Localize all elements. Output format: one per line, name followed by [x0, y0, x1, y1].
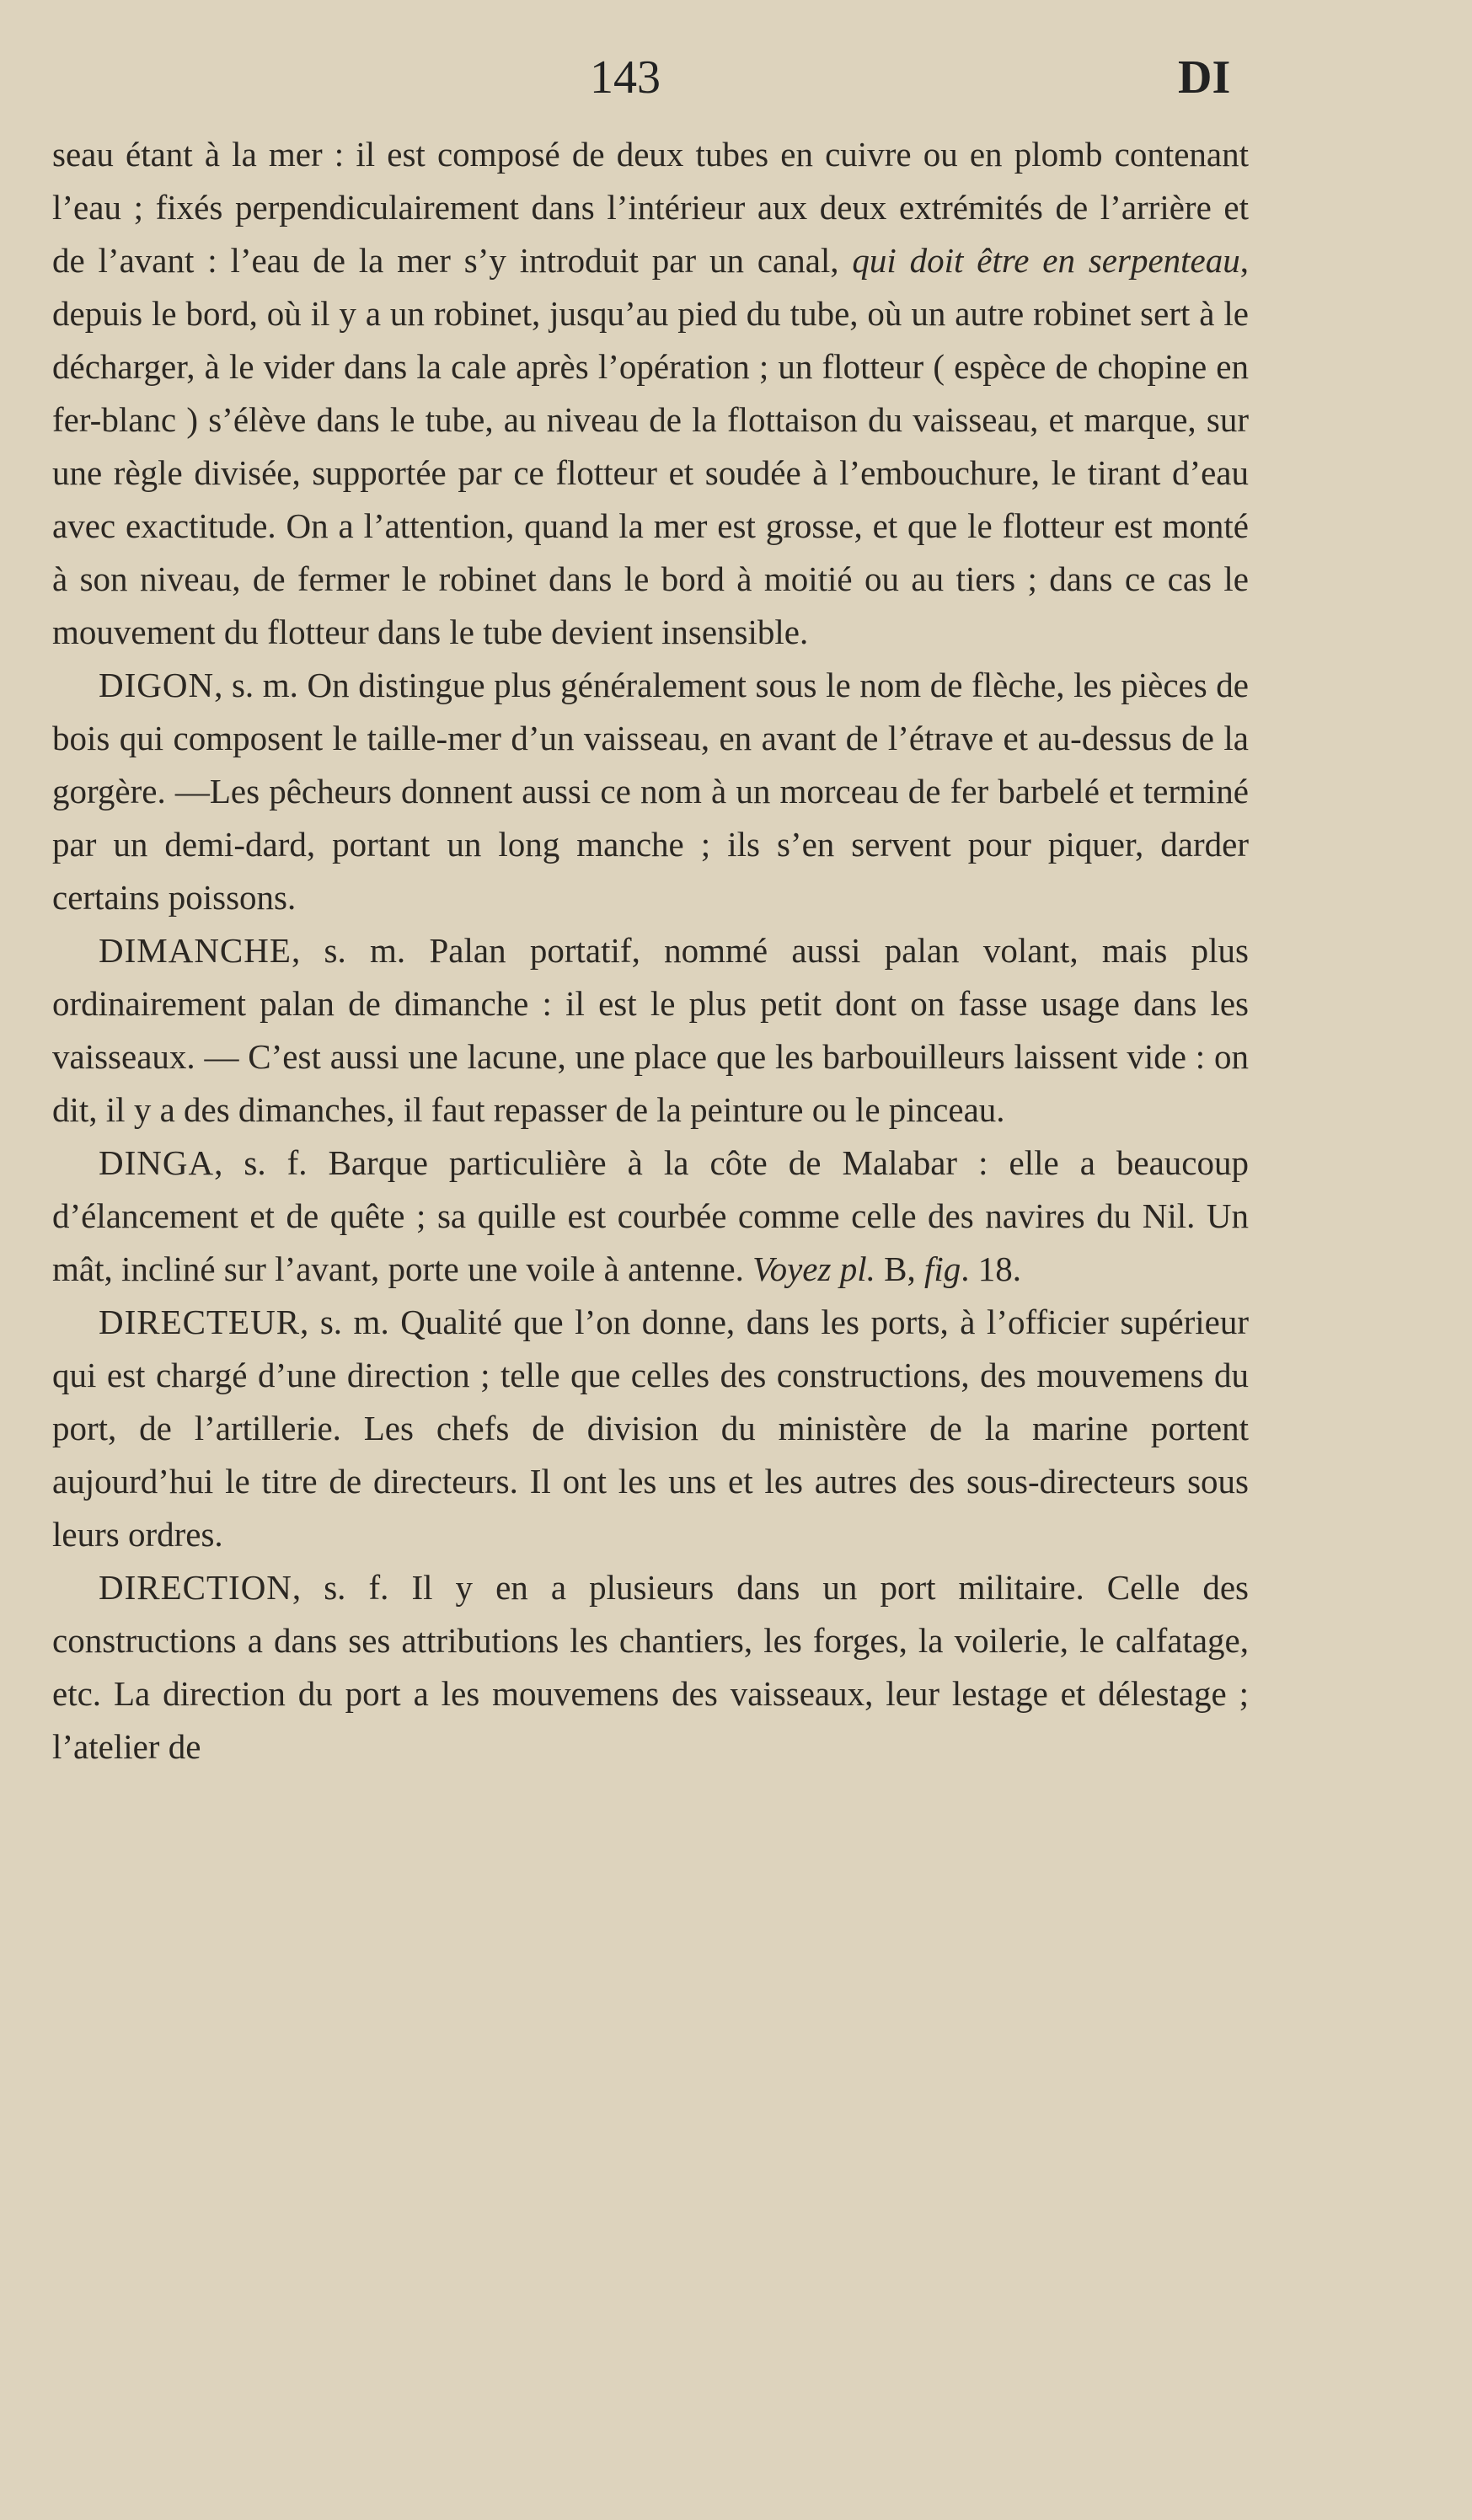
- italic-run: qui doit être en serpenteau: [852, 241, 1240, 280]
- entry-dinga: [52, 1137, 1249, 1296]
- italic-run: Voyez pl.: [752, 1249, 875, 1288]
- entry-text: , s. f. Barque particulière à la côte de Malabar : elle a beaucoup d’élancement et de quête ; sa quille est courbée comme celle des navires du Nil. Un mât, incliné sur l’avant, porte une voile à antenne.: [52, 1143, 1249, 1288]
- entry-text: B,: [875, 1249, 924, 1288]
- entry-headword: DIRECTEUR: [99, 1303, 301, 1341]
- page-header: [0, 51, 1472, 118]
- entry-text: , s. m. On distingue plus généralement sous le nom de flèche, les pièces de bois qui composent le taille-mer d’un vaisseau, en avant de l’étrave et au-dessus de la gorgère. —Les pêcheurs donnent aussi ce nom à un morceau de fer barbelé et terminé par un demi-dard, portant un long manche ; ils s’en servent pour piquer, darder certains poissons.: [52, 666, 1249, 917]
- entry-directeur: [52, 1296, 1249, 1561]
- entry-headword: DIMANCHE: [99, 931, 292, 970]
- entry-headword: DINGA: [99, 1143, 215, 1182]
- entry-text: . 18.: [961, 1249, 1021, 1288]
- entry-direction: [52, 1561, 1249, 1774]
- text-run: , depuis le bord, où il y a un robinet, jusqu’au pied du tube, où un autre robinet sert à le décharger, à le vider dans la cale après l’opération ; un flotteur ( espèce de chopine en fer-blanc ) s’élève dans le tube, au niveau de la flottaison du vaisseau, et marque, sur une règle divisée, supportée par ce flotteur et soudée à l’embouchure, le tirant d’eau avec exactitude. On a l’attention, quand la mer est grosse, et que le flotteur est monté à son niveau, de fermer le robinet dans le bord à moitié ou au tiers ; dans ce cas le mouvement du flotteur dans le tube devient insensible.: [52, 241, 1249, 651]
- entry-digon: [52, 659, 1249, 924]
- entry-headword: DIRECTION: [99, 1568, 292, 1607]
- entry-text: , s. f. Il y en a plusieurs dans un port militaire. Celle des constructions a dans ses attributions les chantiers, les forges, la voilerie, le calfatage, etc. La direction du port a les mouvemens des vaisseaux, leur lestage et délestage ; l’atelier de: [52, 1568, 1249, 1766]
- page-number: 143: [590, 51, 661, 104]
- body-text: [52, 128, 1249, 1774]
- paragraph-continuation: [52, 128, 1249, 659]
- running-head: DI: [1178, 51, 1231, 104]
- entry-dimanche: [52, 924, 1249, 1137]
- text-run: seau étant à la mer : il est composé de deux tubes en cuivre ou en plomb contenant l’eau ; fixés perpendiculairement dans l’intérieur aux deux extrémités de l’arrière et de l’avant : l’eau de la mer s’y introduit par un canal,: [52, 135, 1249, 280]
- entry-headword: DIGON: [99, 666, 215, 704]
- entry-text: , s. m. Qualité que l’on donne, dans les ports, à l’officier supérieur qui est chargé d’une direction ; telle que celles des constructions, des mouvemens du port, de l’artillerie. Les chefs de division du ministère de la marine portent aujourd’hui le titre de directeurs. Il ont les uns et les autres des sous-directeurs sous leurs ordres.: [52, 1303, 1249, 1554]
- italic-run: fig: [923, 1249, 961, 1288]
- entry-text: , s. m. Palan portatif, nommé aussi palan volant, mais plus ordinairement palan de dimanche : il est le plus petit dont on fasse usage dans les vaisseaux. — C’est aussi une lacune, une place que les barbouilleurs laissent vide : on dit, il y a des dimanches, il faut repasser de la peinture ou le pinceau.: [52, 931, 1249, 1129]
